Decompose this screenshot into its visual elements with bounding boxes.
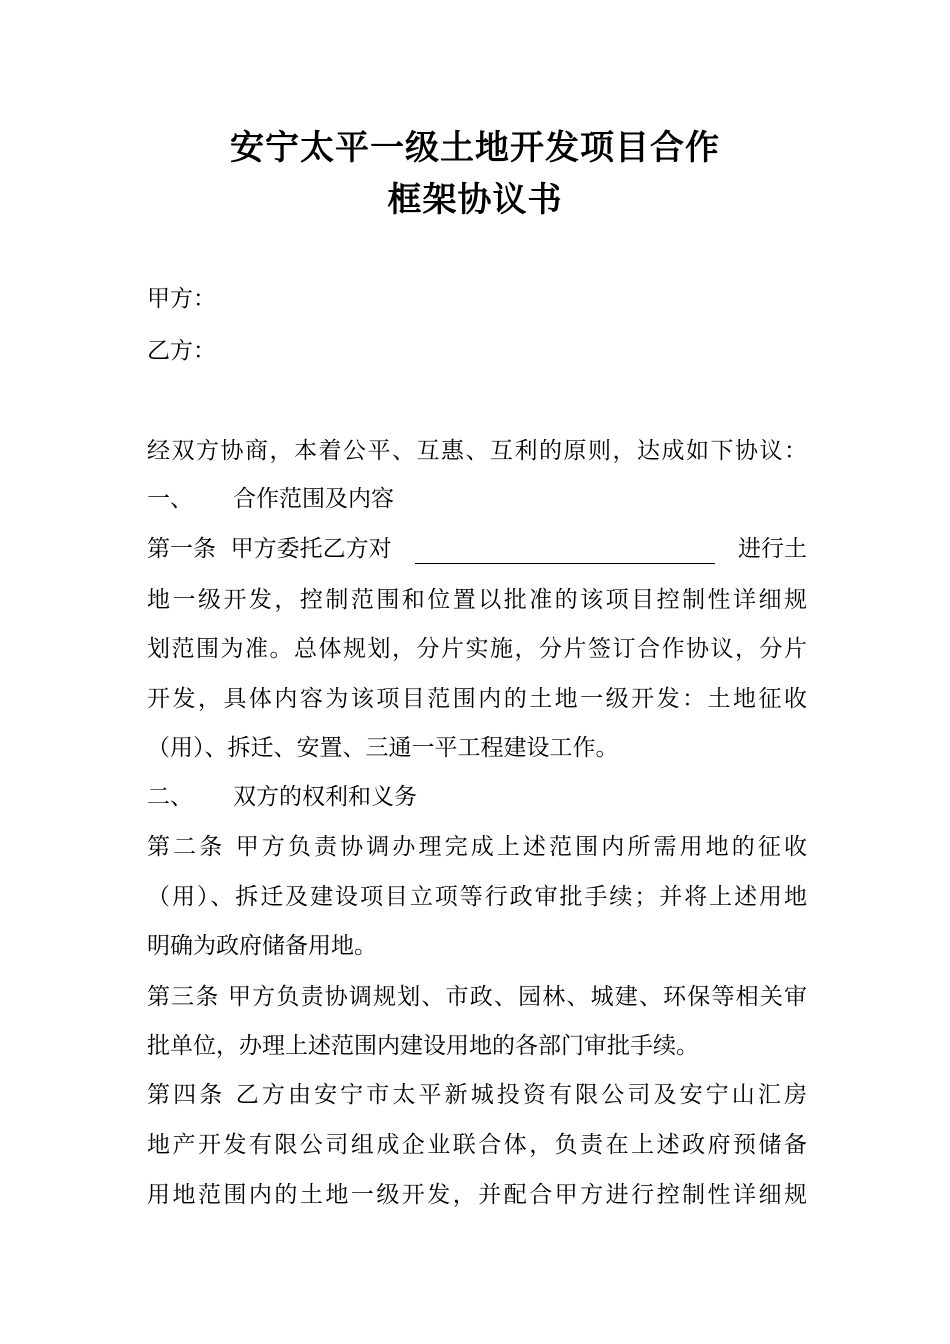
article3-line: 第三条 甲方负责协调规划、市政、园林、城建、环保等相关审 bbox=[147, 984, 807, 1010]
section2-title: 双方的权利和义务 bbox=[233, 784, 417, 810]
article1-prefix: 第一条 甲方委托乙方对 bbox=[147, 536, 392, 562]
article4-line: 用地范围内的土地一级开发，并配合甲方进行控制性详细规 bbox=[147, 1182, 807, 1208]
section1-heading bbox=[147, 484, 807, 514]
section1-title: 合作范围及内容 bbox=[233, 486, 394, 512]
article1-suffix: 进行土 bbox=[738, 536, 807, 562]
article1-line: 地一级开发，控制范围和位置以批准的该项目控制性详细规 bbox=[147, 587, 807, 613]
article2-line: 明确为政府储备用地。 bbox=[147, 933, 377, 959]
party-a-label: 甲方： bbox=[147, 286, 216, 312]
section1-number: 一、 bbox=[147, 486, 193, 512]
project-name-blank bbox=[415, 537, 715, 564]
document-title-line2: 框架协议书 bbox=[387, 180, 563, 220]
article2-line: （用）、拆迁及建设项目立项等行政审批手续；并将上述用地 bbox=[147, 884, 807, 910]
document-title-line1: 安宁太平一级土地开发项目合作 bbox=[230, 128, 720, 168]
section2-number: 二、 bbox=[147, 784, 193, 810]
article1-line: 开发，具体内容为该项目范围内的土地一级开发：土地征收 bbox=[147, 686, 807, 712]
article3-line: 批单位，办理上述范围内建设用地的各部门审批手续。 bbox=[147, 1033, 699, 1059]
section2-heading bbox=[147, 782, 807, 812]
article1-line: 划范围为准。总体规划，分片实施，分片签订合作协议，分片 bbox=[147, 636, 807, 662]
article1-line: （用）、拆迁、安置、三通一平工程建设工作。 bbox=[147, 735, 619, 761]
article1-first-line bbox=[147, 534, 807, 564]
article4-line: 地产开发有限公司组成企业联合体，负责在上述政府预储备 bbox=[147, 1132, 807, 1158]
article2-line: 第二条 甲方负责协调办理完成上述范围内所需用地的征收 bbox=[147, 834, 807, 860]
article4-line: 第四条 乙方由安宁市太平新城投资有限公司及安宁山汇房 bbox=[147, 1082, 807, 1108]
intro-paragraph: 经双方协商，本着公平、互惠、互利的原则，达成如下协议： bbox=[147, 438, 807, 464]
party-b-label: 乙方： bbox=[147, 338, 216, 364]
